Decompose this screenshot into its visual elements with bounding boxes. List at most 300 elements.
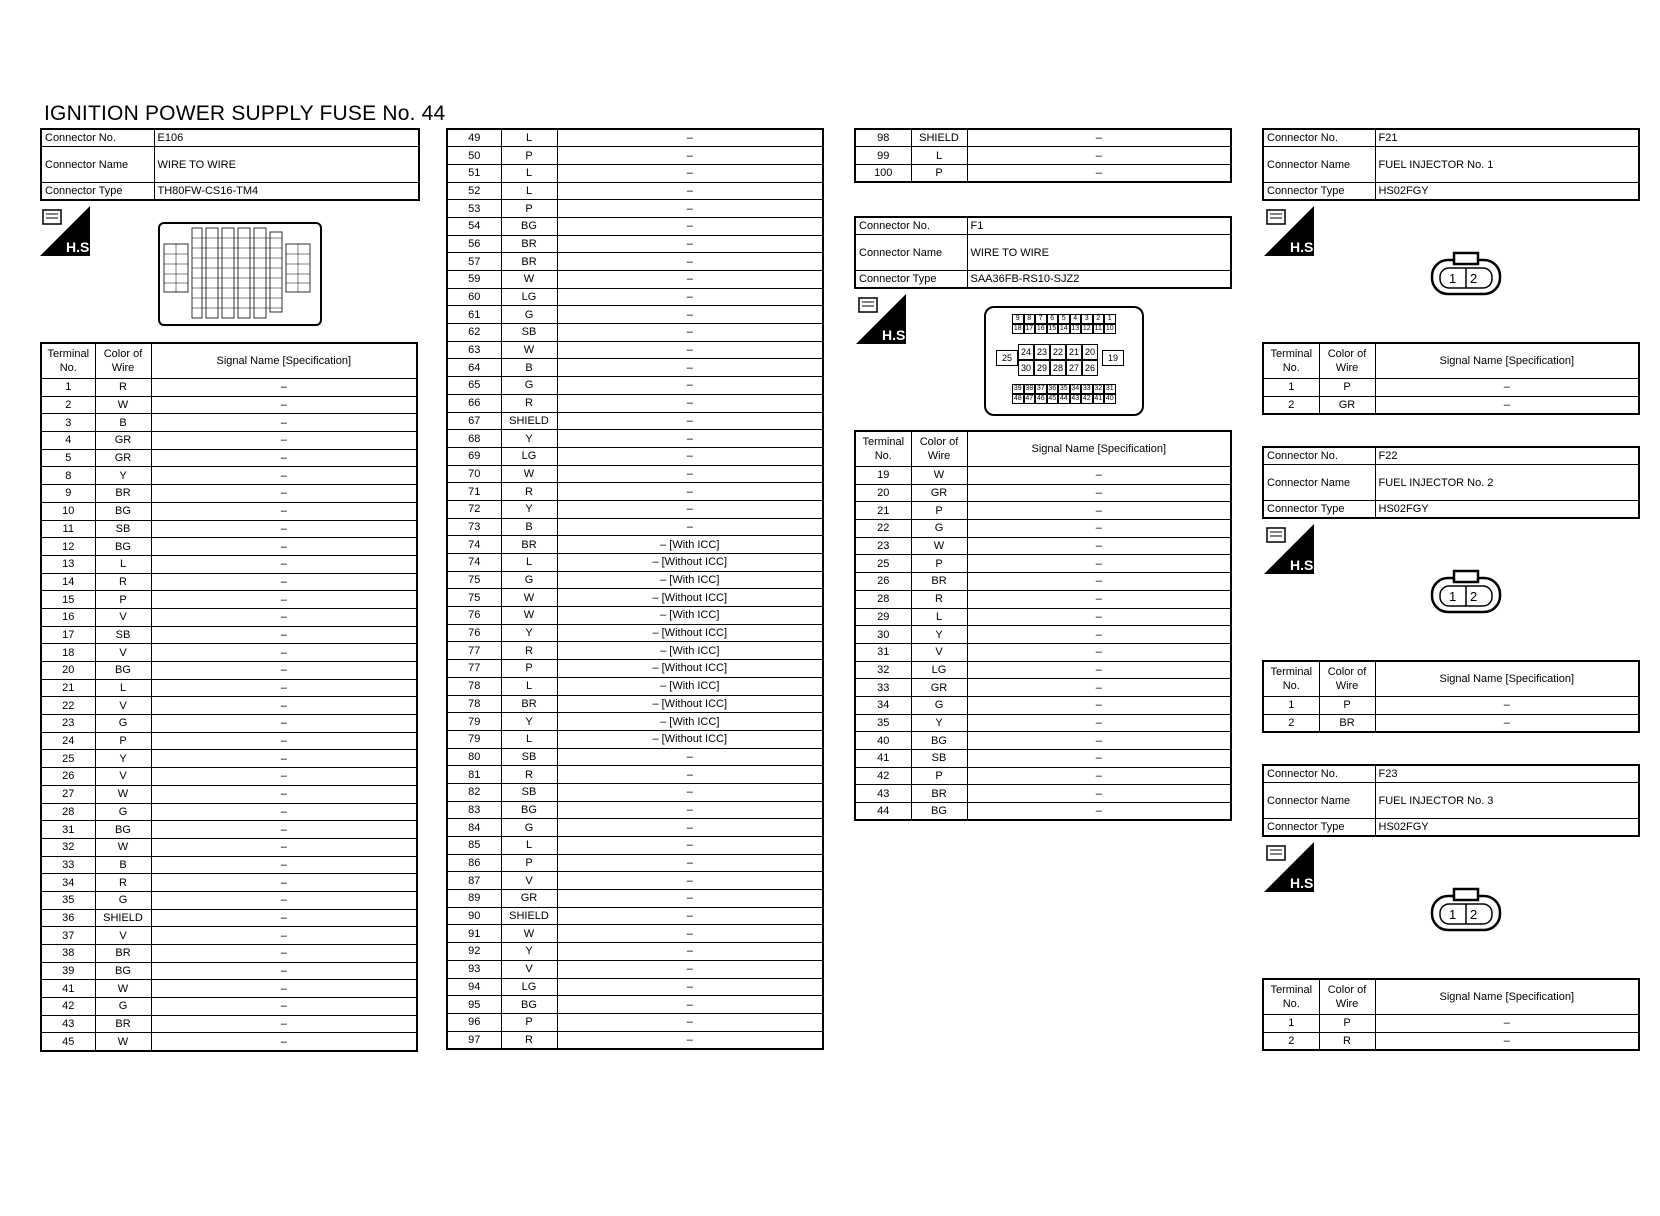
wire-color-cell: BR: [911, 573, 967, 591]
table-row: [41, 538, 417, 556]
wire-color-cell: P: [501, 854, 557, 872]
table-row: [447, 536, 823, 554]
table-row: [41, 555, 417, 573]
wire-color-cell: P: [501, 147, 557, 165]
terminal-no-cell: 1: [1263, 697, 1319, 715]
table-row: [41, 449, 417, 467]
terminal-no-cell: 33: [41, 856, 95, 874]
terminal-no-cell: 97: [447, 1031, 501, 1049]
wire-color-cell: GR: [95, 449, 151, 467]
table-row: [447, 589, 823, 607]
table-row: [41, 927, 417, 945]
table-row: [41, 414, 417, 432]
table-row: [447, 925, 823, 943]
signal-name-cell: –: [967, 643, 1231, 661]
signal-name-cell: –: [557, 306, 823, 324]
harness-side-icon: [1264, 524, 1318, 574]
wire-color-cell: BR: [1319, 714, 1375, 732]
terminal-no-cell: 4: [41, 432, 95, 450]
terminal-no-cell: 30: [855, 626, 911, 644]
signal-name-header: Signal Name [Specification]: [1375, 661, 1639, 697]
wire-color-cell: P: [911, 164, 967, 182]
signal-name-cell: –: [557, 359, 823, 377]
signal-name-cell: –: [151, 750, 417, 768]
terminal-no-cell: 2: [41, 396, 95, 414]
table-row: [855, 129, 1231, 147]
table-row: [447, 890, 823, 908]
f1-pin: 28: [1050, 360, 1066, 376]
wire-color-cell: G: [95, 891, 151, 909]
table-row: [855, 803, 1231, 821]
signal-name-cell: –: [151, 396, 417, 414]
signal-name-cell: –: [557, 483, 823, 501]
connector-name-value: WIRE TO WIRE: [967, 235, 1231, 271]
color-of-wire-header: Color of Wire: [911, 431, 967, 467]
signal-name-cell: –: [967, 555, 1231, 573]
signal-name-cell: –: [967, 750, 1231, 768]
e106-connector-face: [158, 222, 322, 326]
signal-name-cell: – [Without ICC]: [557, 554, 823, 572]
wire-color-cell: G: [911, 520, 967, 538]
terminal-no-cell: 41: [855, 750, 911, 768]
wire-color-cell: SHIELD: [501, 412, 557, 430]
f1-pin: 10: [1105, 325, 1114, 332]
f1-pin: 44: [1059, 395, 1068, 402]
signal-name-cell: – [Without ICC]: [557, 730, 823, 748]
wire-color-cell: SHIELD: [501, 907, 557, 925]
terminal-no-cell: 89: [447, 890, 501, 908]
terminal-no-cell: 51: [447, 164, 501, 182]
table-row: [447, 978, 823, 996]
terminal-no-cell: 32: [41, 838, 95, 856]
table-row: [447, 766, 823, 784]
terminal-no-cell: 65: [447, 377, 501, 395]
hs-label: H.S.: [1290, 557, 1318, 573]
terminal-no-cell: 75: [447, 571, 501, 589]
signal-name-cell: – [Without ICC]: [557, 695, 823, 713]
signal-name-cell: –: [967, 467, 1231, 485]
connector-no-label: Connector No.: [1263, 765, 1375, 783]
table-row: [447, 147, 823, 165]
terminal-no-cell: 39: [41, 962, 95, 980]
wire-color-cell: L: [501, 129, 557, 147]
terminal-no-cell: 74: [447, 536, 501, 554]
e106-terminal-table-a: [40, 342, 418, 1052]
terminal-no-cell: 18: [41, 644, 95, 662]
table-row: [447, 1031, 823, 1049]
table-row: [41, 962, 417, 980]
terminal-no-cell: 57: [447, 253, 501, 271]
wire-color-cell: LG: [501, 447, 557, 465]
table-row: [41, 821, 417, 839]
wire-color-cell: P: [911, 767, 967, 785]
terminal-no-cell: 69: [447, 447, 501, 465]
terminal-no-cell: 73: [447, 518, 501, 536]
table-row: [447, 465, 823, 483]
table-row: [41, 768, 417, 786]
signal-name-cell: –: [151, 891, 417, 909]
wire-color-cell: V: [95, 644, 151, 662]
terminal-no-cell: 94: [447, 978, 501, 996]
e106-info-table: [40, 128, 420, 201]
f1-pin: 34: [1071, 385, 1080, 392]
terminal-no-cell: 33: [855, 679, 911, 697]
f1-pin: 48: [1013, 395, 1022, 402]
wire-color-cell: P: [501, 1013, 557, 1031]
f1-pin: 8: [1024, 314, 1036, 324]
terminal-no-cell: 72: [447, 500, 501, 518]
wire-color-cell: R: [95, 379, 151, 397]
table-row: [41, 697, 417, 715]
table-row: [855, 679, 1231, 697]
signal-name-cell: –: [151, 697, 417, 715]
table-row: [447, 164, 823, 182]
terminal-no-cell: 19: [855, 467, 911, 485]
f22-info-table: [1262, 446, 1640, 519]
wire-color-cell: G: [95, 803, 151, 821]
signal-name-cell: –: [151, 945, 417, 963]
wire-color-cell: L: [501, 554, 557, 572]
signal-name-cell: –: [967, 732, 1231, 750]
wire-color-cell: SB: [95, 626, 151, 644]
terminal-no-cell: 22: [855, 520, 911, 538]
connector-type-value: SAA36FB-RS10-SJZ2: [967, 271, 1231, 289]
wire-color-cell: SB: [501, 783, 557, 801]
signal-name-cell: –: [151, 555, 417, 573]
hs-label: H.S.: [1290, 239, 1318, 255]
f1-pin: 29: [1034, 360, 1050, 376]
wire-color-cell: BG: [501, 996, 557, 1014]
wire-color-cell: L: [501, 730, 557, 748]
terminal-no-cell: 54: [447, 217, 501, 235]
wire-color-cell: BR: [501, 536, 557, 554]
f23-terminal-table: [1262, 978, 1640, 1051]
terminal-no-cell: 77: [447, 660, 501, 678]
signal-name-cell: –: [1375, 1015, 1639, 1033]
signal-name-cell: –: [151, 414, 417, 432]
signal-name-cell: –: [557, 271, 823, 289]
terminal-no-cell: 93: [447, 960, 501, 978]
wire-color-cell: G: [501, 819, 557, 837]
signal-name-header: Signal Name [Specification]: [151, 343, 417, 379]
wire-color-cell: P: [95, 732, 151, 750]
pin-2-label: 2: [1470, 907, 1478, 922]
e106-pin-grid: [160, 224, 320, 324]
wire-color-cell: P: [95, 591, 151, 609]
terminal-no-cell: 52: [447, 182, 501, 200]
f1-pin: 45: [1048, 395, 1057, 402]
harness-side-icon: [40, 206, 94, 256]
signal-name-cell: –: [557, 890, 823, 908]
terminal-no-header: Terminal No.: [1263, 343, 1319, 379]
f1-pin: 18: [1013, 325, 1022, 332]
connector-name-value: FUEL INJECTOR No. 3: [1375, 783, 1639, 819]
terminal-no-cell: 96: [447, 1013, 501, 1031]
signal-name-cell: –: [967, 129, 1231, 147]
terminal-no-cell: 85: [447, 837, 501, 855]
wire-color-cell: BR: [95, 945, 151, 963]
wire-color-cell: G: [95, 715, 151, 733]
wire-color-cell: L: [501, 837, 557, 855]
terminal-no-cell: 28: [855, 590, 911, 608]
table-row: [447, 253, 823, 271]
table-row: [447, 677, 823, 695]
f1-pin: 39: [1013, 385, 1022, 392]
terminal-no-cell: 40: [855, 732, 911, 750]
signal-name-cell: –: [557, 837, 823, 855]
wire-color-cell: L: [95, 555, 151, 573]
terminal-no-cell: 79: [447, 730, 501, 748]
connector-no-value: F23: [1375, 765, 1639, 783]
wire-color-cell: P: [1319, 1015, 1375, 1033]
terminal-no-cell: 45: [41, 1033, 95, 1051]
wire-color-cell: Y: [501, 500, 557, 518]
connector-type-label: Connector Type: [855, 271, 967, 289]
wire-color-cell: Y: [911, 626, 967, 644]
table-row: [855, 502, 1231, 520]
wire-color-cell: Y: [911, 714, 967, 732]
table-row: [447, 695, 823, 713]
f1-pin: 6: [1047, 314, 1059, 324]
wire-color-cell: Y: [501, 713, 557, 731]
f1-pin: 3: [1081, 314, 1093, 324]
table-row: [447, 306, 823, 324]
signal-name-cell: –: [557, 288, 823, 306]
f1-pin: 26: [1082, 360, 1098, 376]
terminal-no-cell: 11: [41, 520, 95, 538]
wire-color-cell: BG: [95, 538, 151, 556]
f1-pin: 20: [1082, 344, 1098, 360]
terminal-no-cell: 3: [41, 414, 95, 432]
table-row: [41, 909, 417, 927]
wire-color-cell: L: [911, 608, 967, 626]
pin-2-label: 2: [1470, 271, 1478, 286]
signal-name-cell: –: [151, 838, 417, 856]
terminal-no-cell: 70: [447, 465, 501, 483]
signal-name-cell: –: [967, 537, 1231, 555]
signal-name-cell: –: [557, 200, 823, 218]
f1-pin: 40: [1105, 395, 1114, 402]
signal-name-cell: –: [151, 785, 417, 803]
wire-color-cell: R: [501, 766, 557, 784]
table-row: [1263, 714, 1639, 732]
table-row: [855, 573, 1231, 591]
signal-name-cell: –: [151, 927, 417, 945]
table-row: [41, 980, 417, 998]
connector-name-label: Connector Name: [855, 235, 967, 271]
signal-name-cell: –: [151, 573, 417, 591]
wire-color-cell: P: [911, 555, 967, 573]
table-row: [447, 483, 823, 501]
table-row: [41, 1015, 417, 1033]
terminal-no-cell: 79: [447, 713, 501, 731]
terminal-no-cell: 9: [41, 485, 95, 503]
wire-color-cell: Y: [501, 430, 557, 448]
wire-color-cell: BG: [95, 502, 151, 520]
signal-name-cell: –: [151, 1033, 417, 1051]
terminal-no-cell: 83: [447, 801, 501, 819]
signal-name-cell: –: [151, 768, 417, 786]
signal-name-cell: –: [557, 766, 823, 784]
f1-pin-25: 25: [996, 350, 1018, 366]
terminal-no-cell: 25: [41, 750, 95, 768]
table-row: [855, 785, 1231, 803]
signal-name-cell: –: [557, 978, 823, 996]
table-row: [41, 662, 417, 680]
connector-name-label: Connector Name: [1263, 147, 1375, 183]
terminal-no-cell: 20: [41, 662, 95, 680]
terminal-no-cell: 20: [855, 484, 911, 502]
wire-color-cell: LG: [911, 661, 967, 679]
wire-color-cell: SHIELD: [95, 909, 151, 927]
wire-color-cell: L: [95, 679, 151, 697]
signal-name-cell: –: [967, 785, 1231, 803]
signal-name-cell: –: [151, 520, 417, 538]
signal-name-cell: –: [557, 377, 823, 395]
table-row: [447, 642, 823, 660]
table-row: [855, 643, 1231, 661]
signal-name-cell: –: [557, 872, 823, 890]
table-row: [41, 573, 417, 591]
f1-pin: 27: [1066, 360, 1082, 376]
table-row: [447, 447, 823, 465]
signal-name-cell: –: [967, 661, 1231, 679]
f1-pin: 12: [1082, 325, 1091, 332]
terminal-no-cell: 34: [41, 874, 95, 892]
table-row: [447, 200, 823, 218]
signal-name-cell: –: [557, 518, 823, 536]
wire-color-cell: BG: [95, 662, 151, 680]
wire-color-cell: W: [95, 1033, 151, 1051]
signal-name-cell: –: [557, 465, 823, 483]
signal-name-cell: –: [151, 732, 417, 750]
f1-pin: 15: [1048, 325, 1057, 332]
table-row: [447, 324, 823, 342]
signal-name-header: Signal Name [Specification]: [1375, 979, 1639, 1015]
wire-color-cell: BR: [95, 1015, 151, 1033]
wire-color-cell: V: [501, 872, 557, 890]
table-row: [447, 996, 823, 1014]
connector-no-value: E106: [154, 129, 419, 147]
table-row: [41, 644, 417, 662]
f1-pin: 11: [1093, 324, 1105, 334]
table-row: [447, 624, 823, 642]
signal-name-cell: –: [557, 748, 823, 766]
connector-type-value: HS02FGY: [1375, 819, 1639, 837]
connector-name-label: Connector Name: [1263, 783, 1375, 819]
wire-color-cell: R: [501, 1031, 557, 1049]
signal-name-cell: –: [151, 715, 417, 733]
wire-color-cell: BR: [501, 695, 557, 713]
table-row: [41, 485, 417, 503]
wire-color-cell: W: [95, 785, 151, 803]
terminal-no-cell: 53: [447, 200, 501, 218]
wire-color-cell: BR: [501, 235, 557, 253]
wire-color-cell: Y: [95, 750, 151, 768]
connector-no-label: Connector No.: [41, 129, 154, 147]
terminal-no-cell: 1: [1263, 1015, 1319, 1033]
wire-color-cell: W: [501, 341, 557, 359]
signal-name-cell: –: [151, 379, 417, 397]
f1-info-table: [854, 216, 1232, 289]
wire-color-cell: LG: [501, 288, 557, 306]
wire-color-cell: BG: [501, 217, 557, 235]
connector-no-label: Connector No.: [855, 217, 967, 235]
f21-info-table: [1262, 128, 1640, 201]
e106-terminal-table-c: [854, 128, 1232, 183]
table-row: [41, 432, 417, 450]
terminal-no-cell: 90: [447, 907, 501, 925]
terminal-no-cell: 27: [41, 785, 95, 803]
terminal-no-cell: 60: [447, 288, 501, 306]
wire-color-cell: W: [95, 396, 151, 414]
table-row: [1263, 1032, 1639, 1050]
terminal-no-cell: 8: [41, 467, 95, 485]
terminal-no-cell: 13: [41, 555, 95, 573]
color-of-wire-header: Color of Wire: [1319, 979, 1375, 1015]
terminal-no-header: Terminal No.: [855, 431, 911, 467]
table-row: [855, 767, 1231, 785]
table-row: [447, 783, 823, 801]
connector-type-value: HS02FGY: [1375, 183, 1639, 201]
wire-color-cell: SB: [501, 324, 557, 342]
table-row: [447, 571, 823, 589]
table-row: [41, 891, 417, 909]
signal-name-cell: –: [557, 235, 823, 253]
wire-color-cell: B: [501, 359, 557, 377]
table-row: [447, 182, 823, 200]
terminal-no-cell: 34: [855, 696, 911, 714]
terminal-no-header: Terminal No.: [41, 343, 95, 379]
signal-name-cell: –: [151, 502, 417, 520]
table-row: [447, 1013, 823, 1031]
connector-type-value: TH80FW-CS16-TM4: [154, 183, 419, 201]
terminal-no-cell: 76: [447, 607, 501, 625]
signal-name-cell: –: [967, 696, 1231, 714]
f1-pin: 21: [1066, 344, 1082, 360]
connector-type-label: Connector Type: [1263, 183, 1375, 201]
terminal-no-cell: 84: [447, 819, 501, 837]
f1-pin: 31: [1105, 385, 1114, 392]
terminal-no-cell: 86: [447, 854, 501, 872]
signal-name-cell: –: [557, 447, 823, 465]
signal-name-cell: –: [557, 1013, 823, 1031]
table-row: [41, 467, 417, 485]
table-row: [855, 732, 1231, 750]
table-row: [447, 430, 823, 448]
harness-side-icon: [856, 294, 910, 344]
connector-name-value: FUEL INJECTOR No. 1: [1375, 147, 1639, 183]
table-row: [41, 838, 417, 856]
wire-color-cell: SB: [911, 750, 967, 768]
f1-pin: 17: [1025, 325, 1034, 332]
table-row: [41, 379, 417, 397]
signal-name-cell: –: [151, 467, 417, 485]
signal-name-cell: –: [151, 998, 417, 1016]
wire-color-cell: L: [911, 147, 967, 165]
table-row: [1263, 396, 1639, 414]
terminal-no-cell: 12: [41, 538, 95, 556]
terminal-no-header: Terminal No.: [1263, 979, 1319, 1015]
signal-name-cell: –: [151, 980, 417, 998]
wire-color-cell: W: [911, 467, 967, 485]
wire-color-cell: R: [95, 874, 151, 892]
signal-name-cell: – [With ICC]: [557, 677, 823, 695]
terminal-no-cell: 99: [855, 147, 911, 165]
wire-color-cell: BG: [95, 962, 151, 980]
page-title: IGNITION POWER SUPPLY FUSE No. 44: [44, 102, 446, 125]
wire-color-cell: V: [95, 927, 151, 945]
